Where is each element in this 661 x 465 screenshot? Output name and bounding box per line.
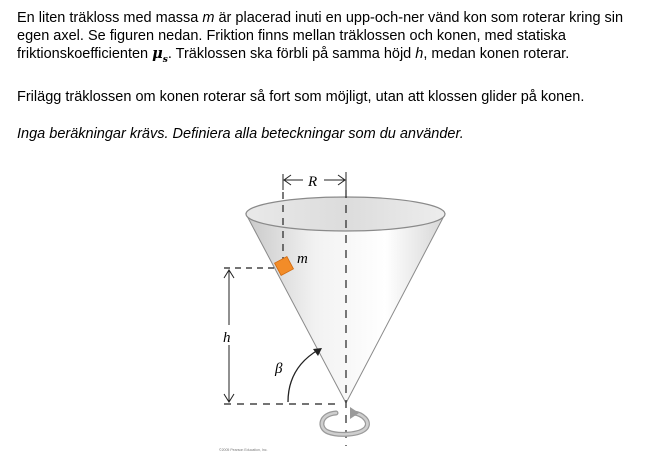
copyright-credit: ©2005 Pearson Education, Inc. bbox=[219, 448, 268, 452]
problem-paragraph-1: En liten träkloss med massa m är placerad inuti en upp-och-ner vänd kon som roterar kring sin egen axel. Se figuren nedan. Friktion finns mellan träklossen och konen, med statiska friktionskoefficienten $\mu_s$. Träklossen ska förbli på samma höjd h, medan konen roterar. bbox=[17, 10, 624, 65]
radius-label: R bbox=[308, 174, 318, 190]
height-label: h bbox=[223, 330, 231, 346]
height-symbol: h bbox=[415, 46, 424, 62]
rotation-arrow-icon bbox=[322, 407, 368, 434]
mass-symbol: m bbox=[202, 10, 215, 26]
problem-paragraph-3: Inga beräkningar krävs. Definiera alla beteckningar som du använder. bbox=[17, 126, 464, 142]
mass-label: m bbox=[297, 251, 308, 267]
beta-label: β bbox=[275, 361, 283, 377]
problem-paragraph-2: Frilägg träklossen om konen roterar så fort som möjligt, utan att klossen glider på konen. bbox=[17, 89, 585, 105]
beta-angle-arc bbox=[288, 350, 318, 402]
mu-s-symbol: $\mu_s$ bbox=[152, 45, 168, 65]
